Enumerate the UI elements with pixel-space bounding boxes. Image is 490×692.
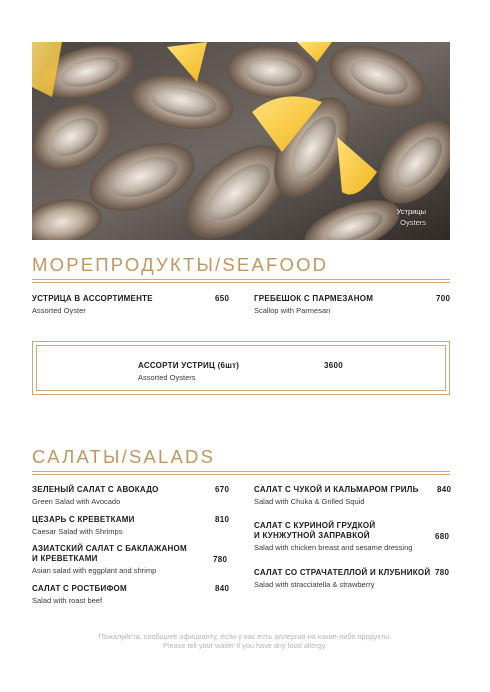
item-price: 810 [215, 515, 230, 524]
menu-item-roast-beef [32, 584, 127, 606]
item-name: САЛАТ С КУРИНОЙ ГРУДКОЙ [254, 521, 376, 530]
item-desc: Salad with Chuka & Grilled Squid [254, 497, 365, 506]
menu-item-chicken-salad [254, 521, 412, 553]
item-price: 680 [435, 532, 450, 541]
seafood-title: МОРЕПРОДУКТЫ/SEAFOOD [32, 254, 329, 275]
oysters-photo [32, 42, 450, 240]
salads-rule-1 [32, 471, 450, 472]
item-name: УСТРИЦА В АССОРТИМЕНТЕ [32, 294, 153, 303]
item-desc: Green Salad with Avocado [32, 497, 121, 506]
item-price: 840 [215, 584, 230, 593]
photo-caption [397, 206, 427, 228]
menu-item-stracciatella [254, 568, 430, 590]
item-name-line2: И КУНЖУТНОЙ ЗАПРАВКОЙ [254, 531, 370, 540]
item-name: АЗИАТСКИЙ САЛАТ С БАКЛАЖАНОМ [32, 544, 187, 553]
featured-box-inner [36, 345, 446, 391]
item-name: САЛАТ СО СТРАЧАТЕЛЛОЙ И КЛУБНИКОЙ [254, 568, 431, 577]
menu-item-asian-salad [32, 544, 187, 576]
salads-rule-2 [32, 474, 450, 475]
menu-item-oyster-assortment [138, 361, 239, 383]
allergy-note-ru: Пожалуйста, сообщите официанту, если у вас есть аллергия на какие-либо продукты. [98, 632, 392, 641]
item-desc: Salad with stracciatella & strawberry [254, 580, 375, 589]
item-price: 700 [436, 294, 451, 303]
item-price: 780 [213, 555, 228, 564]
seafood-rule-1 [32, 279, 450, 280]
item-price: 780 [435, 568, 450, 577]
allergy-note-en: Please tell your waiter if you have any food allergy. [163, 641, 327, 650]
item-price: 3600 [324, 361, 343, 370]
menu-item-green-salad [32, 485, 159, 507]
photo-caption-en: Oysters [400, 218, 426, 227]
item-desc: Salad with chicken breast and sesame dressing [254, 543, 413, 552]
featured-box [32, 341, 450, 395]
menu-item-caesar [32, 515, 135, 537]
item-price: 670 [215, 485, 230, 494]
item-name: ЦЕЗАРЬ С КРЕВЕТКАМИ [32, 515, 135, 524]
item-desc: Salad with roast beef [32, 596, 103, 605]
item-name: САЛАТ С РОСТБИФОМ [32, 584, 127, 593]
item-desc: Scallop with Parmesan [254, 306, 331, 315]
oysters-illustration [32, 42, 450, 240]
item-name: ГРЕБЕШОК С ПАРМЕЗАНОМ [254, 294, 374, 303]
item-name: САЛАТ С ЧУКОЙ И КАЛЬМАРОМ ГРИЛЬ [254, 485, 419, 494]
salads-title: САЛАТЫ/SALADS [32, 446, 216, 467]
menu-item-scallop [254, 294, 373, 316]
item-name-line2: И КРЕВЕТКАМИ [32, 554, 98, 563]
item-price: 650 [215, 294, 230, 303]
menu-item-chuka-squid [254, 485, 419, 507]
item-desc: Assorted Oyster [32, 306, 86, 315]
item-desc: Caesar Salad with Shrimps [32, 527, 123, 536]
item-name: ЗЕЛЕНЫЙ САЛАТ С АВОКАДО [32, 485, 159, 494]
item-price: 840 [437, 485, 452, 494]
item-name: АССОРТИ УСТРИЦ (6шт) [138, 361, 240, 370]
item-desc: Asian salad with eggplant and shrimp [32, 566, 157, 575]
menu-item-assorted-oyster [32, 294, 153, 316]
seafood-rule-2 [32, 282, 450, 283]
item-desc: Assorted Oysters [138, 373, 196, 382]
photo-caption-ru: Устрицы [396, 207, 426, 216]
